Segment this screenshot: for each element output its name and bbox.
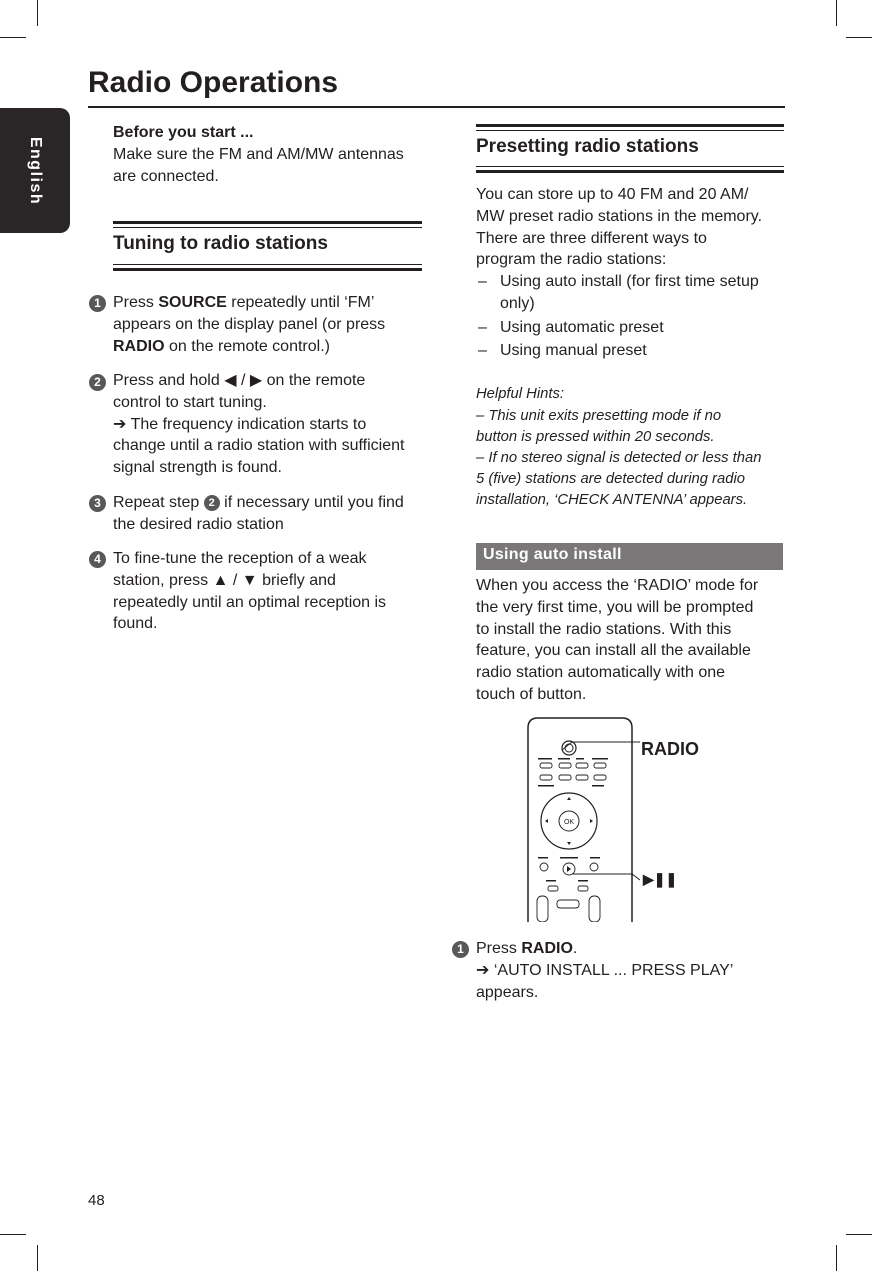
before-text: Make sure the FM and AM/MW antennas are connected.	[113, 146, 404, 185]
page-number: 48	[88, 1192, 105, 1209]
crop-mark	[37, 0, 38, 26]
section-rule	[476, 170, 784, 173]
tuning-heading: Tuning to radio stations	[113, 233, 328, 254]
tuning-step-2: Press and hold ◀ / ▶ on the remote control to start tuning. ➔ The frequency indication starts to change until a radio station with sufficient signal strength is found.	[113, 372, 405, 477]
section-rule	[113, 227, 422, 228]
crop-mark	[37, 1245, 38, 1271]
auto-install-step-1: Press RADIO. ➔ ‘AUTO INSTALL ... PRESS PLAY’ appears.	[476, 940, 734, 1001]
section-rule	[113, 268, 422, 271]
step-reference: 2	[204, 495, 220, 511]
play-callout-line	[570, 872, 640, 884]
tuning-step-4: To fine-tune the reception of a weak station, press ▲ / ▼ briefly and repeatedly until an optimal reception is found.	[113, 550, 387, 633]
step-number: 3	[89, 495, 106, 512]
hints-title: Helpful Hints:	[476, 386, 564, 402]
auto-install-text: When you access the ‘RADIO’ mode for the very first time, you will be prompted to install the radio stations. With this feature, you can install all the available radio station automatically with one touch of button.	[476, 577, 759, 703]
ok-button-label: OK	[563, 819, 575, 826]
section-rule	[476, 124, 784, 127]
language-tab: English	[0, 108, 70, 233]
play-pause-icon: ▶❚❚	[643, 871, 678, 887]
section-rule	[476, 130, 784, 131]
result-arrow-icon: ➔	[476, 961, 490, 979]
helpful-hints: – This unit exits presetting mode if no button is pressed within 20 seconds. – If no stereo signal is detected or less than 5 (five) stations are detected during radio installation, ‘CHECK ANTENNA’ appears.	[476, 408, 762, 508]
step-number: 2	[89, 374, 106, 391]
before-heading: Before you start ...	[113, 124, 254, 141]
left-right-arrows-icon: ◀ / ▶	[224, 372, 263, 389]
title-divider	[88, 106, 785, 108]
crop-mark	[0, 1234, 26, 1235]
tuning-step-3: Repeat step 2 if necessary until you find the desired radio station	[113, 494, 404, 533]
crop-mark	[0, 37, 26, 38]
auto-install-heading-bar: Using auto install	[476, 543, 783, 570]
radio-callout-line	[560, 740, 640, 752]
presetting-heading: Presetting radio stations	[476, 136, 699, 157]
section-rule	[113, 221, 422, 224]
tuning-step-1: Press SOURCE repeatedly until ‘FM’ appears on the display panel (or press RADIO on the remote control.)	[113, 294, 386, 355]
crop-mark	[846, 1234, 872, 1235]
page-title: Radio Operations	[88, 66, 339, 99]
step-number: 4	[89, 551, 106, 568]
section-rule	[113, 264, 422, 265]
crop-mark	[836, 0, 837, 26]
result-arrow-icon: ➔	[113, 415, 127, 433]
radio-button-label: RADIO	[641, 739, 699, 759]
up-down-arrows-icon: ▲ / ▼	[212, 571, 258, 589]
crop-mark	[836, 1245, 837, 1271]
step-number: 1	[452, 941, 469, 958]
crop-mark	[846, 37, 872, 38]
step-number: 1	[89, 295, 106, 312]
section-rule	[476, 166, 784, 167]
presetting-intro: You can store up to 40 FM and 20 AM/ MW preset radio stations in the memory. There are three different ways to program the radio stations:	[476, 186, 763, 269]
